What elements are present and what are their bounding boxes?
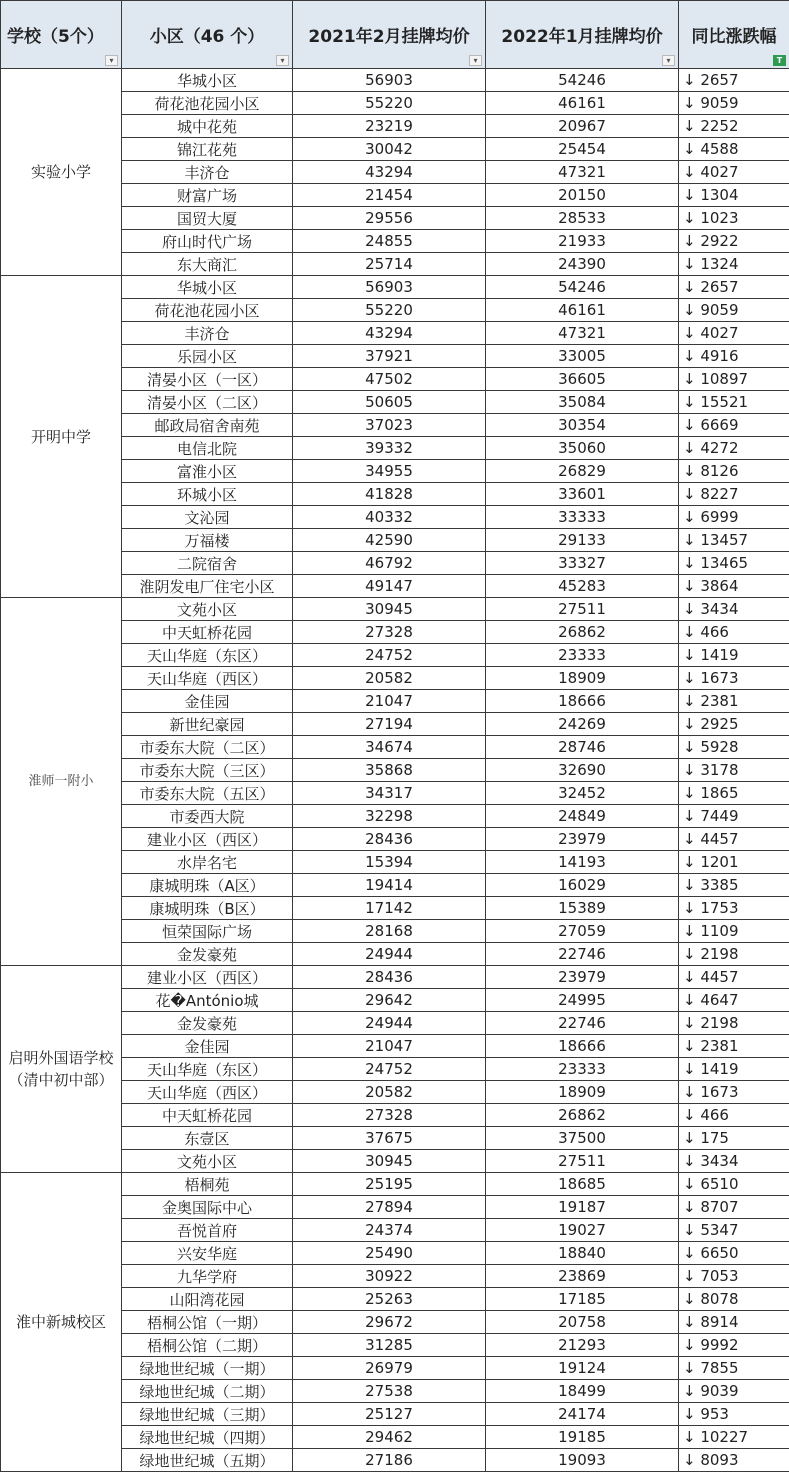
community-cell[interactable]: 九华学府 <box>122 1265 293 1288</box>
community-cell[interactable]: 文苑小区 <box>122 598 293 621</box>
community-cell[interactable]: 城中花苑 <box>122 115 293 138</box>
filter-dropdown-icon[interactable]: ▾ <box>276 55 289 66</box>
price-2021-cell[interactable]: 56903 <box>293 69 486 92</box>
price-2022-cell[interactable]: 46161 <box>486 92 679 115</box>
price-2022-cell[interactable]: 19185 <box>486 1426 679 1449</box>
price-2021-cell[interactable]: 30945 <box>293 1150 486 1173</box>
price-2022-cell[interactable]: 18666 <box>486 1035 679 1058</box>
price-2022-cell[interactable]: 17185 <box>486 1288 679 1311</box>
community-cell[interactable]: 吾悦首府 <box>122 1219 293 1242</box>
change-cell[interactable]: ↓ 6669 <box>679 414 789 437</box>
change-cell[interactable]: ↓ 6650 <box>679 1242 789 1265</box>
filter-dropdown-icon[interactable]: ▾ <box>105 55 118 66</box>
price-2022-cell[interactable]: 46161 <box>486 299 679 322</box>
school-cell[interactable]: 启明外国语学校（清中初中部） <box>1 966 122 1173</box>
price-2021-cell[interactable]: 25490 <box>293 1242 486 1265</box>
price-2022-cell[interactable]: 19093 <box>486 1449 679 1472</box>
community-cell[interactable]: 财富广场 <box>122 184 293 207</box>
community-cell[interactable]: 东大商汇 <box>122 253 293 276</box>
community-cell[interactable]: 邮政局宿舍南苑 <box>122 414 293 437</box>
community-cell[interactable]: 梧桐苑 <box>122 1173 293 1196</box>
header-price-2022 <box>486 1 679 69</box>
header-price-2021 <box>293 1 486 69</box>
table-row <box>1 276 789 299</box>
price-2022-cell[interactable]: 20150 <box>486 184 679 207</box>
community-cell[interactable]: 乐园小区 <box>122 345 293 368</box>
school-cell[interactable]: 开明中学 <box>1 276 122 598</box>
price-2021-cell[interactable]: 43294 <box>293 322 486 345</box>
change-cell[interactable]: ↓ 4272 <box>679 437 789 460</box>
price-2021-cell[interactable]: 26979 <box>293 1357 486 1380</box>
active-filter-icon[interactable]: T <box>773 55 786 66</box>
price-2021-cell[interactable]: 24752 <box>293 644 486 667</box>
price-2021-cell[interactable]: 27894 <box>293 1196 486 1219</box>
change-cell[interactable]: ↓ 4647 <box>679 989 789 1012</box>
price-2022-cell[interactable]: 47321 <box>486 161 679 184</box>
price-2021-cell[interactable]: 25714 <box>293 253 486 276</box>
price-2021-cell[interactable]: 24752 <box>293 1058 486 1081</box>
price-2022-cell[interactable]: 25454 <box>486 138 679 161</box>
price-2021-cell[interactable]: 34955 <box>293 460 486 483</box>
change-cell[interactable]: ↓ 2198 <box>679 943 789 966</box>
price-2022-cell[interactable]: 28533 <box>486 207 679 230</box>
community-cell[interactable]: 中天虹桥花园 <box>122 621 293 644</box>
header-row <box>1 1 789 69</box>
price-2022-cell[interactable]: 35084 <box>486 391 679 414</box>
price-2021-cell[interactable]: 27328 <box>293 621 486 644</box>
community-cell[interactable]: 绿地世纪城（三期） <box>122 1403 293 1426</box>
change-cell[interactable]: ↓ 2925 <box>679 713 789 736</box>
community-cell[interactable]: 华城小区 <box>122 276 293 299</box>
table-row <box>1 69 789 92</box>
change-cell[interactable]: ↓ 5347 <box>679 1219 789 1242</box>
community-cell[interactable]: 府山时代广场 <box>122 230 293 253</box>
price-2021-cell[interactable]: 39332 <box>293 437 486 460</box>
price-2022-cell[interactable]: 33333 <box>486 506 679 529</box>
change-cell[interactable]: ↓ 175 <box>679 1127 789 1150</box>
community-cell[interactable]: 荷花池花园小区 <box>122 92 293 115</box>
price-2022-cell[interactable]: 29133 <box>486 529 679 552</box>
price-2021-cell[interactable]: 31285 <box>293 1334 486 1357</box>
price-2022-cell[interactable]: 20758 <box>486 1311 679 1334</box>
price-2022-cell[interactable]: 24390 <box>486 253 679 276</box>
price-2021-cell[interactable]: 50605 <box>293 391 486 414</box>
price-2021-cell[interactable]: 25127 <box>293 1403 486 1426</box>
price-2021-cell[interactable]: 21047 <box>293 690 486 713</box>
price-2021-cell[interactable]: 37921 <box>293 345 486 368</box>
community-cell[interactable]: 绿地世纪城（四期） <box>122 1426 293 1449</box>
price-2022-cell[interactable]: 21933 <box>486 230 679 253</box>
price-2021-cell[interactable]: 21454 <box>293 184 486 207</box>
price-2022-cell[interactable]: 27511 <box>486 1150 679 1173</box>
change-cell[interactable]: ↓ 2657 <box>679 69 789 92</box>
price-2021-cell[interactable]: 28436 <box>293 966 486 989</box>
price-2022-cell[interactable]: 16029 <box>486 874 679 897</box>
header-school-label: 学校（5个） <box>7 27 104 47</box>
price-2022-cell[interactable]: 23333 <box>486 644 679 667</box>
change-cell[interactable]: ↓ 2657 <box>679 276 789 299</box>
community-cell[interactable]: 环城小区 <box>122 483 293 506</box>
community-cell[interactable]: 市委东大院（三区） <box>122 759 293 782</box>
price-2022-cell[interactable]: 24174 <box>486 1403 679 1426</box>
price-2021-cell[interactable]: 23219 <box>293 115 486 138</box>
price-2021-cell[interactable]: 30922 <box>293 1265 486 1288</box>
price-2022-cell[interactable]: 37500 <box>486 1127 679 1150</box>
community-cell[interactable]: 市委西大院 <box>122 805 293 828</box>
price-2021-cell[interactable]: 55220 <box>293 299 486 322</box>
change-cell[interactable]: ↓ 1753 <box>679 897 789 920</box>
price-2021-cell[interactable]: 34674 <box>293 736 486 759</box>
price-2022-cell[interactable]: 18499 <box>486 1380 679 1403</box>
change-cell[interactable]: ↓ 8227 <box>679 483 789 506</box>
change-cell[interactable]: ↓ 4457 <box>679 966 789 989</box>
price-2022-cell[interactable]: 26829 <box>486 460 679 483</box>
community-cell[interactable]: 东壹区 <box>122 1127 293 1150</box>
price-2022-cell[interactable]: 15389 <box>486 897 679 920</box>
change-cell[interactable]: ↓ 1109 <box>679 920 789 943</box>
price-2021-cell[interactable]: 42590 <box>293 529 486 552</box>
change-cell[interactable]: ↓ 3434 <box>679 1150 789 1173</box>
change-cell[interactable]: ↓ 9992 <box>679 1334 789 1357</box>
price-2022-cell[interactable]: 24995 <box>486 989 679 1012</box>
community-cell[interactable]: 锦江花苑 <box>122 138 293 161</box>
price-2021-cell[interactable]: 28436 <box>293 828 486 851</box>
price-2022-cell[interactable]: 36605 <box>486 368 679 391</box>
community-cell[interactable]: 清晏小区（二区） <box>122 391 293 414</box>
price-2021-cell[interactable]: 24944 <box>293 943 486 966</box>
change-cell[interactable]: ↓ 1673 <box>679 667 789 690</box>
price-2022-cell[interactable]: 32690 <box>486 759 679 782</box>
price-2022-cell[interactable]: 14193 <box>486 851 679 874</box>
price-2022-cell[interactable]: 22746 <box>486 1012 679 1035</box>
header-community <box>122 1 293 69</box>
change-cell[interactable]: ↓ 3864 <box>679 575 789 598</box>
community-cell[interactable]: 金佳园 <box>122 1035 293 1058</box>
price-2021-cell[interactable]: 27538 <box>293 1380 486 1403</box>
change-cell[interactable]: ↓ 6510 <box>679 1173 789 1196</box>
community-cell[interactable]: 万福楼 <box>122 529 293 552</box>
price-2022-cell[interactable]: 18840 <box>486 1242 679 1265</box>
price-2022-cell[interactable]: 19187 <box>486 1196 679 1219</box>
header-school <box>1 1 122 69</box>
price-2021-cell[interactable]: 49147 <box>293 575 486 598</box>
change-cell[interactable]: ↓ 2381 <box>679 1035 789 1058</box>
price-2021-cell[interactable]: 30042 <box>293 138 486 161</box>
change-cell[interactable]: ↓ 13465 <box>679 552 789 575</box>
change-cell[interactable]: ↓ 15521 <box>679 391 789 414</box>
price-2021-cell[interactable]: 46792 <box>293 552 486 575</box>
price-2022-cell[interactable]: 45283 <box>486 575 679 598</box>
change-cell[interactable]: ↓ 8093 <box>679 1449 789 1472</box>
change-cell[interactable]: ↓ 2381 <box>679 690 789 713</box>
price-2021-cell[interactable]: 30945 <box>293 598 486 621</box>
community-cell[interactable]: 梧桐公馆（二期） <box>122 1334 293 1357</box>
community-cell[interactable]: 天山华庭（东区） <box>122 1058 293 1081</box>
price-2022-cell[interactable]: 33327 <box>486 552 679 575</box>
community-cell[interactable]: 新世纪豪园 <box>122 713 293 736</box>
change-cell[interactable]: ↓ 8126 <box>679 460 789 483</box>
price-2021-cell[interactable]: 29642 <box>293 989 486 1012</box>
change-cell[interactable]: ↓ 4027 <box>679 161 789 184</box>
price-2022-cell[interactable]: 19124 <box>486 1357 679 1380</box>
community-cell[interactable]: 山阳湾花园 <box>122 1288 293 1311</box>
change-cell[interactable]: ↓ 4457 <box>679 828 789 851</box>
change-cell[interactable]: ↓ 466 <box>679 1104 789 1127</box>
table-row <box>1 1173 789 1196</box>
price-2022-cell[interactable]: 24269 <box>486 713 679 736</box>
community-cell[interactable]: 建业小区（西区） <box>122 828 293 851</box>
change-cell[interactable]: ↓ 10227 <box>679 1426 789 1449</box>
price-2021-cell[interactable]: 27194 <box>293 713 486 736</box>
school-cell[interactable]: 实验小学 <box>1 69 122 276</box>
change-cell[interactable]: ↓ 5928 <box>679 736 789 759</box>
price-2022-cell[interactable]: 54246 <box>486 276 679 299</box>
price-2021-cell[interactable]: 29462 <box>293 1426 486 1449</box>
price-2021-cell[interactable]: 47502 <box>293 368 486 391</box>
community-cell[interactable]: 水岸名宅 <box>122 851 293 874</box>
table-body <box>1 69 789 1472</box>
price-2022-cell[interactable]: 18909 <box>486 1081 679 1104</box>
school-cell[interactable]: 淮师一附小 <box>1 598 122 966</box>
change-cell[interactable]: ↓ 3178 <box>679 759 789 782</box>
header-change <box>679 1 789 69</box>
community-cell[interactable]: 丰济仓 <box>122 322 293 345</box>
price-2021-cell[interactable]: 27186 <box>293 1449 486 1472</box>
change-cell[interactable]: ↓ 8078 <box>679 1288 789 1311</box>
header-community-label: 小区（46 个） <box>149 27 265 47</box>
community-cell[interactable]: 绿地世纪城（五期） <box>122 1449 293 1472</box>
table-row <box>1 598 789 621</box>
change-cell[interactable]: ↓ 3385 <box>679 874 789 897</box>
community-cell[interactable]: 荷花池花园小区 <box>122 299 293 322</box>
change-cell[interactable]: ↓ 2252 <box>679 115 789 138</box>
community-cell[interactable]: 市委东大院（二区） <box>122 736 293 759</box>
price-2021-cell[interactable]: 55220 <box>293 92 486 115</box>
table-header <box>1 1 789 69</box>
community-cell[interactable]: 天山华庭（东区） <box>122 644 293 667</box>
community-cell[interactable]: 富淮小区 <box>122 460 293 483</box>
community-cell[interactable]: 淮阴发电厂住宅小区 <box>122 575 293 598</box>
price-2021-cell[interactable]: 17142 <box>293 897 486 920</box>
price-2022-cell[interactable]: 19027 <box>486 1219 679 1242</box>
filter-dropdown-icon[interactable]: ▾ <box>662 55 675 66</box>
change-cell[interactable]: ↓ 1673 <box>679 1081 789 1104</box>
community-cell[interactable]: 花�António城 <box>122 989 293 1012</box>
price-2022-cell[interactable]: 18685 <box>486 1173 679 1196</box>
price-2022-cell[interactable]: 30354 <box>486 414 679 437</box>
price-2022-cell[interactable]: 18909 <box>486 667 679 690</box>
change-cell[interactable]: ↓ 7449 <box>679 805 789 828</box>
price-2021-cell[interactable]: 29672 <box>293 1311 486 1334</box>
change-cell[interactable]: ↓ 2198 <box>679 1012 789 1035</box>
price-2022-cell[interactable]: 33005 <box>486 345 679 368</box>
price-2021-cell[interactable]: 19414 <box>293 874 486 897</box>
change-cell[interactable]: ↓ 1023 <box>679 207 789 230</box>
price-2022-cell[interactable]: 35060 <box>486 437 679 460</box>
price-2021-cell[interactable]: 27328 <box>293 1104 486 1127</box>
change-cell[interactable]: ↓ 4027 <box>679 322 789 345</box>
community-cell[interactable]: 绿地世纪城（一期） <box>122 1357 293 1380</box>
change-cell[interactable]: ↓ 9059 <box>679 299 789 322</box>
price-2022-cell[interactable]: 26862 <box>486 1104 679 1127</box>
change-cell[interactable]: ↓ 1324 <box>679 253 789 276</box>
price-2021-cell[interactable]: 25195 <box>293 1173 486 1196</box>
change-cell[interactable]: ↓ 7053 <box>679 1265 789 1288</box>
community-cell[interactable]: 二院宿舍 <box>122 552 293 575</box>
price-2021-cell[interactable]: 37023 <box>293 414 486 437</box>
change-cell[interactable]: ↓ 8707 <box>679 1196 789 1219</box>
price-2022-cell[interactable]: 54246 <box>486 69 679 92</box>
header-price-2021-label: 2021年2月挂牌均价 <box>308 27 470 47</box>
price-2022-cell[interactable]: 32452 <box>486 782 679 805</box>
change-cell[interactable]: ↓ 1419 <box>679 1058 789 1081</box>
community-cell[interactable]: 丰济仓 <box>122 161 293 184</box>
change-cell[interactable]: ↓ 1419 <box>679 644 789 667</box>
price-2021-cell[interactable]: 21047 <box>293 1035 486 1058</box>
change-cell[interactable]: ↓ 1865 <box>679 782 789 805</box>
header-price-2022-label: 2022年1月挂牌均价 <box>501 27 663 47</box>
change-cell[interactable]: ↓ 9039 <box>679 1380 789 1403</box>
community-cell[interactable]: 文沁园 <box>122 506 293 529</box>
price-2021-cell[interactable]: 24944 <box>293 1012 486 1035</box>
price-2021-cell[interactable]: 20582 <box>293 1081 486 1104</box>
price-2021-cell[interactable]: 24374 <box>293 1219 486 1242</box>
price-2021-cell[interactable]: 29556 <box>293 207 486 230</box>
community-cell[interactable]: 文苑小区 <box>122 1150 293 1173</box>
price-2022-cell[interactable]: 22746 <box>486 943 679 966</box>
change-cell[interactable]: ↓ 953 <box>679 1403 789 1426</box>
community-cell[interactable]: 金发豪苑 <box>122 1012 293 1035</box>
change-cell[interactable]: ↓ 13457 <box>679 529 789 552</box>
change-cell[interactable]: ↓ 4588 <box>679 138 789 161</box>
community-cell[interactable]: 天山华庭（西区） <box>122 1081 293 1104</box>
change-cell[interactable]: ↓ 7855 <box>679 1357 789 1380</box>
change-cell[interactable]: ↓ 10897 <box>679 368 789 391</box>
community-cell[interactable]: 绿地世纪城（二期） <box>122 1380 293 1403</box>
change-cell[interactable]: ↓ 1201 <box>679 851 789 874</box>
header-change-label: 同比涨跌幅 <box>691 27 777 47</box>
community-cell[interactable]: 金佳园 <box>122 690 293 713</box>
community-cell[interactable]: 建业小区（西区） <box>122 966 293 989</box>
price-2021-cell[interactable]: 25263 <box>293 1288 486 1311</box>
change-cell[interactable]: ↓ 1304 <box>679 184 789 207</box>
price-2021-cell[interactable]: 37675 <box>293 1127 486 1150</box>
price-2021-cell[interactable]: 24855 <box>293 230 486 253</box>
change-cell[interactable]: ↓ 466 <box>679 621 789 644</box>
change-cell[interactable]: ↓ 4916 <box>679 345 789 368</box>
community-cell[interactable]: 恒荣国际广场 <box>122 920 293 943</box>
price-2021-cell[interactable]: 34317 <box>293 782 486 805</box>
change-cell[interactable]: ↓ 8914 <box>679 1311 789 1334</box>
community-cell[interactable]: 天山华庭（西区） <box>122 667 293 690</box>
community-cell[interactable]: 清晏小区（一区） <box>122 368 293 391</box>
community-cell[interactable]: 兴安华庭 <box>122 1242 293 1265</box>
price-2022-cell[interactable]: 23333 <box>486 1058 679 1081</box>
table-row <box>1 966 789 989</box>
price-2021-cell[interactable]: 28168 <box>293 920 486 943</box>
community-cell[interactable]: 康城明珠（B区） <box>122 897 293 920</box>
price-2021-cell[interactable]: 35868 <box>293 759 486 782</box>
price-2021-cell[interactable]: 32298 <box>293 805 486 828</box>
price-2022-cell[interactable]: 26862 <box>486 621 679 644</box>
community-cell[interactable]: 康城明珠（A区） <box>122 874 293 897</box>
price-2022-cell[interactable]: 23979 <box>486 966 679 989</box>
community-cell[interactable]: 电信北院 <box>122 437 293 460</box>
price-2022-cell[interactable]: 20967 <box>486 115 679 138</box>
filter-dropdown-icon[interactable]: ▾ <box>469 55 482 66</box>
change-cell[interactable]: ↓ 6999 <box>679 506 789 529</box>
community-cell[interactable]: 金奥国际中心 <box>122 1196 293 1219</box>
school-cell[interactable]: 淮中新城校区 <box>1 1173 122 1472</box>
price-2021-cell[interactable]: 40332 <box>293 506 486 529</box>
community-cell[interactable]: 国贸大厦 <box>122 207 293 230</box>
price-2022-cell[interactable]: 21293 <box>486 1334 679 1357</box>
price-2022-cell[interactable]: 18666 <box>486 690 679 713</box>
community-cell[interactable]: 中天虹桥花园 <box>122 1104 293 1127</box>
price-2022-cell[interactable]: 47321 <box>486 322 679 345</box>
price-2022-cell[interactable]: 27059 <box>486 920 679 943</box>
price-2021-cell[interactable]: 43294 <box>293 161 486 184</box>
community-cell[interactable]: 市委东大院（五区） <box>122 782 293 805</box>
price-2022-cell[interactable]: 28746 <box>486 736 679 759</box>
price-2022-cell[interactable]: 24849 <box>486 805 679 828</box>
price-2022-cell[interactable]: 23979 <box>486 828 679 851</box>
price-2022-cell[interactable]: 27511 <box>486 598 679 621</box>
community-cell[interactable]: 梧桐公馆（一期） <box>122 1311 293 1334</box>
community-cell[interactable]: 华城小区 <box>122 69 293 92</box>
change-cell[interactable]: ↓ 3434 <box>679 598 789 621</box>
price-2021-cell[interactable]: 20582 <box>293 667 486 690</box>
price-2021-cell[interactable]: 15394 <box>293 851 486 874</box>
price-2022-cell[interactable]: 33601 <box>486 483 679 506</box>
community-cell[interactable]: 金发豪苑 <box>122 943 293 966</box>
change-cell[interactable]: ↓ 2922 <box>679 230 789 253</box>
price-2021-cell[interactable]: 41828 <box>293 483 486 506</box>
change-cell[interactable]: ↓ 9059 <box>679 92 789 115</box>
price-2022-cell[interactable]: 23869 <box>486 1265 679 1288</box>
price-2021-cell[interactable]: 56903 <box>293 276 486 299</box>
